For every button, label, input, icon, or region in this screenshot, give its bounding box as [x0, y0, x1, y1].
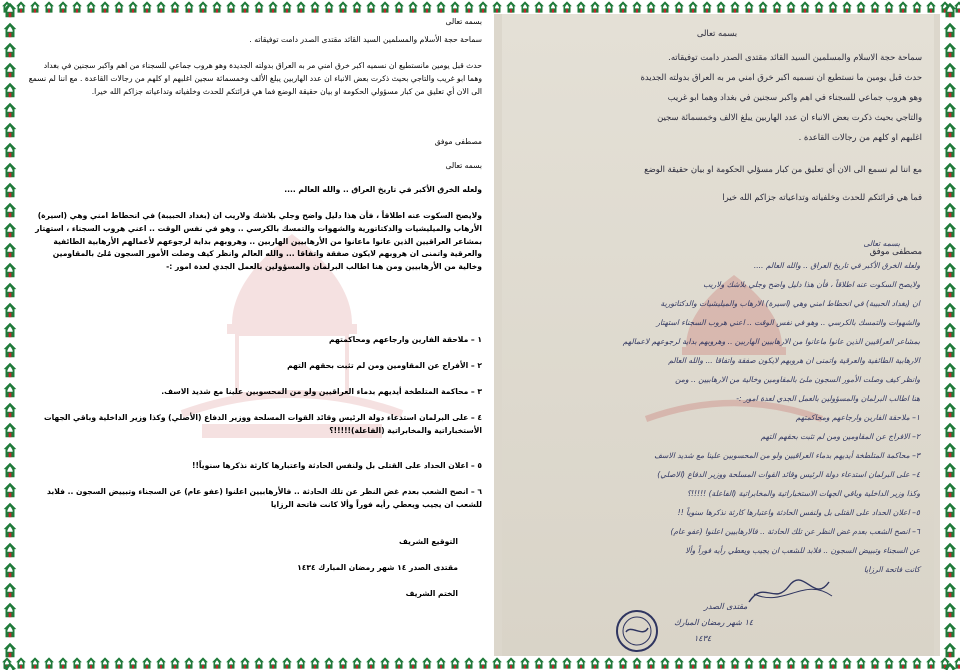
mosque-ornament-icon	[941, 500, 959, 520]
mosque-ornament-icon	[1, 200, 19, 220]
mosque-ornament-icon	[1, 60, 19, 80]
mosque-ornament-icon	[518, 656, 532, 670]
mosque-ornament-icon	[280, 656, 294, 670]
mosque-ornament-icon	[1, 640, 19, 660]
mosque-ornament-icon	[840, 0, 854, 14]
mosque-ornament-icon	[756, 0, 770, 14]
mosque-ornament-icon	[630, 656, 644, 670]
mosque-ornament-icon	[42, 0, 56, 14]
mosque-ornament-icon	[336, 656, 350, 670]
mosque-ornament-icon	[1, 160, 19, 180]
printed-line: اغلبهم او كلهم من رجالات القاعدة .	[798, 132, 922, 142]
official-seal	[614, 608, 660, 654]
mosque-ornament-icon	[941, 140, 959, 160]
handwritten-line: ولعله الخرق الأكبر في تاريخ العراق .. والله العالم ....	[753, 261, 920, 270]
mosque-ornament-icon	[941, 380, 959, 400]
mosque-ornament-icon	[350, 656, 364, 670]
ornamental-border-left	[0, 0, 20, 670]
mosque-ornament-icon	[532, 0, 546, 14]
mosque-ornament-icon	[1, 340, 19, 360]
mosque-ornament-icon	[770, 656, 784, 670]
mosque-ornament-icon	[941, 340, 959, 360]
handwritten-line: الارهابية الطائفية والعرقية واتمنى ان هروبهم لايكون صفقة واتفاقا ... والله العالم	[668, 356, 920, 365]
mosque-ornament-icon	[210, 656, 224, 670]
mosque-ornament-icon	[294, 656, 308, 670]
mosque-ornament-icon	[941, 160, 959, 180]
mosque-ornament-icon	[1, 420, 19, 440]
reply-title: ولعله الخرق الأكبر في تاريخ العراق .. والله العالم ....	[284, 185, 482, 194]
mosque-ornament-icon	[941, 460, 959, 480]
mosque-ornament-icon	[434, 0, 448, 14]
mosque-ornament-icon	[941, 100, 959, 120]
mosque-ornament-icon	[672, 0, 686, 14]
mosque-ornament-icon	[941, 560, 959, 580]
mosque-ornament-icon	[854, 0, 868, 14]
handwritten-line: ولايصح السكوت عنه اطلاقاً ، فأن هذا دليل واضح وجلي بلاشك ولاريب	[703, 280, 920, 289]
mosque-ornament-icon	[112, 0, 126, 14]
mosque-ornament-icon	[84, 0, 98, 14]
mosque-ornament-icon	[941, 40, 959, 60]
handwritten-line: ٢– الافراج عن المقاومين ومن لم تثبت بحقهم التهم	[760, 432, 920, 441]
mosque-ornament-icon	[56, 0, 70, 14]
mosque-ornament-icon	[784, 656, 798, 670]
mosque-ornament-icon	[686, 0, 700, 14]
mosque-ornament-icon	[588, 656, 602, 670]
mosque-ornament-icon	[140, 656, 154, 670]
mosque-ornament-icon	[1, 320, 19, 340]
mosque-ornament-icon	[560, 0, 574, 14]
mosque-ornament-icon	[910, 656, 924, 670]
list-item: ٦ – انصح الشعب بعدم غض النظر عن تلك الحادثة .. فالأرهابيين اعلنوا (عفو عام) عن السجناء وتبييض السجون .. فلابد للشعب ان يجيب ويعطي رأيه فوراً وألا كانت فاتحة الرزايا	[46, 487, 482, 509]
mosque-ornament-icon	[490, 0, 504, 14]
ornamental-border-bottom	[0, 656, 960, 670]
handwritten-basmala: بسمه تعالى	[863, 239, 900, 248]
handwritten-line: هنا اطالب البرلمان والمسؤولين بالعمل الجدي لعدة امور :-	[736, 394, 920, 403]
mosque-ornament-icon	[322, 656, 336, 670]
printed-addressee: سماحة حجة الاسلام والمسلمين السيد القائد مقتدى الصدر دامت توفيقاته.	[668, 52, 922, 62]
handwritten-line: ان (بغداد الحبيبة) في انحطاط امني وهي (اسيرة) الارهاب والميليشيات والدكتاتورية	[660, 299, 920, 308]
mosque-ornament-icon	[941, 480, 959, 500]
mosque-ornament-icon	[140, 0, 154, 14]
mosque-ornament-icon	[1, 400, 19, 420]
printed-line: حدث قبل يومين ما نستطيع ان نسميه اكبر خرق امني مر به العراق بدولته الجديدة	[640, 72, 922, 82]
mosque-ornament-icon	[420, 0, 434, 14]
list-item: ٣ – محاكمة المتلطخة أيديهم بدماء العراقيين ولو من المحسوبين علينا مع شديد الاسف.	[161, 387, 482, 396]
mosque-ornament-icon	[941, 420, 959, 440]
mosque-ornament-icon	[1, 520, 19, 540]
mosque-ornament-icon	[941, 300, 959, 320]
mosque-ornament-icon	[1, 480, 19, 500]
mosque-ornament-icon	[924, 0, 938, 14]
mosque-ornament-icon	[280, 0, 294, 14]
mosque-ornament-icon	[924, 656, 938, 670]
mosque-ornament-icon	[630, 0, 644, 14]
mosque-ornament-icon	[126, 0, 140, 14]
mosque-ornament-icon	[1, 440, 19, 460]
mosque-ornament-icon	[28, 0, 42, 14]
mosque-ornament-icon	[941, 0, 959, 20]
mosque-ornament-icon	[602, 0, 616, 14]
handwritten-line: عن السجناء وتبييض السجون .. فلابد للشعب ان يجيب ويعطي رأيه فوراً وألا	[685, 546, 920, 555]
handwritten-line: ٣– محاكمة المتلطخة أيديهم بدماء العراقيين ولو من المحسوبين علينا مع شديد الاسف	[654, 451, 920, 460]
handwritten-line: بمشاعر العراقيين الذين عانوا ماعانوا من الارهابيين الهاربين .. وهروبهم بداية لرجوعهم لاعمالهم	[622, 337, 920, 346]
mosque-ornament-icon	[941, 280, 959, 300]
mosque-ornament-icon	[588, 0, 602, 14]
mosque-ornament-icon	[686, 656, 700, 670]
mosque-ornament-icon	[672, 656, 686, 670]
signature-label: التوقيع الشريف	[398, 537, 458, 546]
sender-name: مصطفى موفق	[434, 137, 482, 146]
mosque-ornament-icon	[448, 0, 462, 14]
mosque-ornament-icon	[1, 660, 19, 670]
list-item: ٥ – اعلان الحداد على القتلى بل ولنفس الحادثة واعتبارها كارثة نذكرها سنوياً!!	[191, 461, 482, 470]
printed-line: مع اننا لم نسمع الى الان أي تعليق من كبار مسؤلي الحكومة او بيان حقيقة الوضع	[644, 164, 922, 174]
mosque-ornament-icon	[854, 656, 868, 670]
mosque-ornament-icon	[196, 0, 210, 14]
mosque-ornament-icon	[308, 656, 322, 670]
mosque-ornament-icon	[224, 656, 238, 670]
mosque-ornament-icon	[941, 540, 959, 560]
mosque-ornament-icon	[1, 300, 19, 320]
mosque-ornament-icon	[56, 656, 70, 670]
mosque-ornament-icon	[1, 120, 19, 140]
mosque-ornament-icon	[700, 0, 714, 14]
mosque-ornament-icon	[322, 0, 336, 14]
mosque-ornament-icon	[238, 656, 252, 670]
mosque-ornament-icon	[462, 0, 476, 14]
mosque-ornament-icon	[42, 656, 56, 670]
mosque-ornament-icon	[308, 0, 322, 14]
mosque-ornament-icon	[882, 656, 896, 670]
printed-basmala: بسمه تعالى	[696, 28, 738, 38]
mosque-ornament-icon	[392, 0, 406, 14]
mosque-ornament-icon	[252, 0, 266, 14]
mosque-ornament-icon	[154, 0, 168, 14]
list-item: ٤ – على البرلمان استدعاء دولة الرئيس وقائد القوات المسلحة ووزير الدفاع (الأصلي) وكذا وزير الداخلية وباقي الجهات الأستخباراتية والمخابراتية (الفاعلة)!!!!!؟	[43, 413, 482, 435]
mosque-ornament-icon	[700, 656, 714, 670]
mosque-ornament-icon	[941, 220, 959, 240]
mosque-ornament-icon	[941, 260, 959, 280]
mosque-ornament-icon	[941, 240, 959, 260]
mosque-ornament-icon	[98, 656, 112, 670]
seal-label: الختم الشريف	[405, 589, 458, 598]
mosque-ornament-icon	[336, 0, 350, 14]
printed-line: فما هي قرائتكم للحدث وخلفياته وتداعياته جزاكم الله خيرا	[722, 192, 922, 202]
mosque-ornament-icon	[546, 656, 560, 670]
mosque-ornament-icon	[182, 656, 196, 670]
mosque-ornament-icon	[941, 360, 959, 380]
handwritten-line: ١– ملاحقة الفارين وارجاعهم ومحاكمتهم	[795, 413, 920, 422]
mosque-ornament-icon	[812, 0, 826, 14]
mosque-ornament-icon	[98, 0, 112, 14]
mosque-ornament-icon	[941, 400, 959, 420]
mosque-ornament-icon	[1, 180, 19, 200]
mosque-ornament-icon	[1, 0, 19, 20]
mosque-ornament-icon	[1, 100, 19, 120]
mosque-ornament-icon	[941, 80, 959, 100]
mosque-ornament-icon	[364, 0, 378, 14]
ornamental-border-right	[940, 0, 960, 670]
mosque-ornament-icon	[126, 656, 140, 670]
mosque-ornament-icon	[941, 600, 959, 620]
printed-line: والتاجي بحيث ذكرت بعض الانباء ان عدد الهاربين يبلغ الالف وخمسمائة سجين	[657, 112, 922, 122]
mosque-ornament-icon	[448, 656, 462, 670]
mosque-ornament-icon	[252, 656, 266, 670]
printed-line: وهو هروب جماعي للسجناء في اهم واكبر سجنين في بغداد وهما ابو غريب	[667, 92, 922, 102]
mosque-ornament-icon	[941, 640, 959, 660]
mosque-ornament-icon	[616, 656, 630, 670]
mosque-ornament-icon	[1, 540, 19, 560]
mosque-ornament-icon	[798, 0, 812, 14]
mosque-ornament-icon	[644, 656, 658, 670]
mosque-ornament-icon	[941, 620, 959, 640]
mosque-ornament-icon	[504, 0, 518, 14]
mosque-ornament-icon	[70, 0, 84, 14]
handwritten-line: ٥– اعلان الحداد على القتلى بل ولنفس الحادثة واعتبارها كارثة نذكرها سنوياً !!	[677, 508, 920, 517]
mosque-ornament-icon	[941, 20, 959, 40]
printed-sender: مصطفى موفق	[869, 246, 922, 256]
mosque-ornament-icon	[168, 656, 182, 670]
mosque-ornament-icon	[1, 580, 19, 600]
mosque-ornament-icon	[770, 0, 784, 14]
mosque-ornament-icon	[714, 656, 728, 670]
mosque-ornament-icon	[941, 200, 959, 220]
mosque-ornament-icon	[742, 656, 756, 670]
handwritten-line: وكذا وزير الداخلية وباقي الجهات الاستخباراتية والمخابراتية (الفاعلة) !!!!!؟	[686, 489, 920, 498]
mosque-ornament-icon	[210, 0, 224, 14]
mosque-ornament-icon	[406, 656, 420, 670]
mosque-ornament-icon	[490, 656, 504, 670]
handwritten-line: والشهوات والتمسك بالكرسي .. وهو في نفس الوقت .. اعني هروب السجناء استهتار	[656, 318, 920, 327]
mosque-ornament-icon	[1, 40, 19, 60]
mosque-ornament-icon	[168, 0, 182, 14]
mosque-ornament-icon	[84, 656, 98, 670]
typed-transcription	[22, 14, 488, 656]
mosque-ornament-icon	[532, 656, 546, 670]
signature-scribble	[744, 574, 834, 610]
mosque-ornament-icon	[714, 0, 728, 14]
mosque-ornament-icon	[434, 656, 448, 670]
mosque-ornament-icon	[378, 656, 392, 670]
handwritten-line: ٦– انصح الشعب بعدم غض النظر عن تلك الحادثة .. فالارهابيين اعلنوا (عفو عام)	[670, 527, 920, 536]
mosque-ornament-icon	[1, 280, 19, 300]
mosque-ornament-icon	[756, 656, 770, 670]
mosque-ornament-icon	[1, 80, 19, 100]
mosque-ornament-icon	[1, 600, 19, 620]
mosque-ornament-icon	[238, 0, 252, 14]
mosque-ornament-icon	[1, 620, 19, 640]
mosque-ornament-icon	[941, 60, 959, 80]
mosque-ornament-icon	[1, 560, 19, 580]
mosque-ornament-icon	[378, 0, 392, 14]
mosque-ornament-icon	[112, 656, 126, 670]
mosque-ornament-icon	[462, 656, 476, 670]
mosque-ornament-icon	[420, 656, 434, 670]
mosque-ornament-icon	[1, 240, 19, 260]
mosque-ornament-icon	[224, 0, 238, 14]
mosque-ornament-icon	[182, 0, 196, 14]
mosque-ornament-icon	[266, 0, 280, 14]
mosque-ornament-icon	[728, 656, 742, 670]
mosque-ornament-icon	[1, 260, 19, 280]
mosque-ornament-icon	[941, 180, 959, 200]
mosque-ornament-icon	[1, 140, 19, 160]
mosque-ornament-icon	[154, 656, 168, 670]
mosque-ornament-icon	[896, 0, 910, 14]
mosque-ornament-icon	[602, 656, 616, 670]
mosque-ornament-icon	[476, 0, 490, 14]
mosque-ornament-icon	[518, 0, 532, 14]
mosque-ornament-icon	[644, 0, 658, 14]
scanned-letter-image	[494, 14, 940, 656]
mosque-ornament-icon	[798, 656, 812, 670]
mosque-ornament-icon	[826, 656, 840, 670]
mosque-ornament-icon	[742, 0, 756, 14]
mosque-ornament-icon	[574, 656, 588, 670]
mosque-ornament-icon	[896, 656, 910, 670]
mosque-ornament-icon	[196, 656, 210, 670]
mosque-ornament-icon	[504, 656, 518, 670]
basmala: بسمه تعالى	[445, 17, 482, 26]
mosque-ornament-icon	[882, 0, 896, 14]
mosque-ornament-icon	[658, 656, 672, 670]
mosque-ornament-icon	[868, 0, 882, 14]
reply-basmala: بسمه تعالى	[445, 161, 482, 170]
mosque-ornament-icon	[826, 0, 840, 14]
mosque-ornament-icon	[574, 0, 588, 14]
mosque-ornament-icon	[941, 580, 959, 600]
mosque-ornament-icon	[392, 656, 406, 670]
handwritten-line: وانظر كيف وصلت الأمور السجون ملئ بالمقاومين وخالية من الارهابيين .. ومن	[675, 375, 920, 384]
handwritten-line: كانت فاتحة الرزايا	[863, 565, 920, 574]
mosque-ornament-icon	[1, 20, 19, 40]
mosque-ornament-icon	[28, 656, 42, 670]
mosque-ornament-icon	[616, 0, 630, 14]
mosque-ornament-icon	[941, 120, 959, 140]
mosque-ornament-icon	[476, 656, 490, 670]
mosque-ornament-icon	[1, 220, 19, 240]
signature-date: ١٤ شهر رمضان المبارك	[674, 618, 754, 627]
mosque-ornament-icon	[70, 656, 84, 670]
mosque-ornament-icon	[728, 0, 742, 14]
mosque-ornament-icon	[1, 460, 19, 480]
addressee-line: سماحة حجة الأسلام والمسلمين السيد القائد مقتدى الصدر دامت توفيقاته .	[249, 35, 482, 44]
mosque-ornament-icon	[1, 500, 19, 520]
mosque-ornament-icon	[868, 656, 882, 670]
mosque-ornament-icon	[941, 520, 959, 540]
mosque-ornament-icon	[560, 656, 574, 670]
list-item: ١ – ملاحقة الفارين وارجاعهم ومحاكمتهم	[329, 335, 482, 344]
mosque-ornament-icon	[364, 656, 378, 670]
mosque-ornament-icon	[840, 656, 854, 670]
signature-name-date: مقتدى الصدر ١٤ شهر رمضان المبارك ١٤٣٤	[297, 563, 458, 572]
mosque-ornament-icon	[941, 320, 959, 340]
question-paragraph: حدث قبل يومين مانستطيع ان نسميه اكبر خرق امني مر به العراق بدولته الجديدة وهو هروب جماعي للسجناء من اهم واكبر سجنين في بغداد وهما ابو غريب والتاجي بحيث ذكرت بعض الانباء ان عدد الهاربين يبلغ الألف وخمسمائة سجين اغلبهم او كلهم من رجالات القاعدة . مع اننا لم نسمع الى الان أي تعليق من كبار مسؤولي الحكومة او بيان حقيقة الوضع فما هي قرائتكم للحدث وخلفياته وتداعياته جزاكم الله خيرا.	[28, 61, 482, 96]
mosque-ornament-icon	[941, 440, 959, 460]
mosque-ornament-icon	[1, 360, 19, 380]
ornamental-border-top	[0, 0, 960, 14]
signature-year: ١٤٣٤	[694, 634, 712, 643]
mosque-ornament-icon	[812, 656, 826, 670]
mosque-ornament-icon	[910, 0, 924, 14]
mosque-ornament-icon	[294, 0, 308, 14]
signature-name: مقتدى الصدر	[704, 602, 748, 611]
mosque-ornament-icon	[1, 380, 19, 400]
handwritten-line: ٤– على البرلمان استدعاء دولة الرئيس وقائد القوات المسلحة ووزير الدفاع (الاصلي)	[657, 470, 920, 479]
mosque-ornament-icon	[350, 0, 364, 14]
list-item: ٢ – الأفراج عن المقاومين ومن لم تثبت بحقهم التهم	[287, 361, 482, 370]
mosque-ornament-icon	[941, 660, 959, 670]
mosque-ornament-icon	[546, 0, 560, 14]
reply-paragraph: ولايصح السكوت عنه اطلاقاً ، فأن هذا دليل واضح وجلي بلاشك ولاريب ان (بغداد الحبيبة) في انحطاط امني وهي (اسيرة) الأرهاب والميليشيات والدكتاتورية والشهوات والتمسك بالكرسي .. وهو في نفس الوقت .. اعني هروب السجناء ، استهتار بمشاعر العراقيين الذين عانوا ماعانوا من الأرهابيين الهاربين .. وهروبهم بداية لرجوعهم لأعمالهم الأرهابية الطائفية والعرقية واتمنى ان هروبهم لايكون صفقة واتفاقا ... والله العالم وانظر كيف وصلت الأمور السجون مُلئ بالمقاومين وخالية من الأرهابيين ومن هنا اطالب البرلمان والمسؤولين بالعمل الجدي لعدة امور :-	[35, 211, 482, 272]
mosque-ornament-icon	[658, 0, 672, 14]
mosque-ornament-icon	[266, 656, 280, 670]
mosque-ornament-icon	[784, 0, 798, 14]
mosque-ornament-icon	[406, 0, 420, 14]
